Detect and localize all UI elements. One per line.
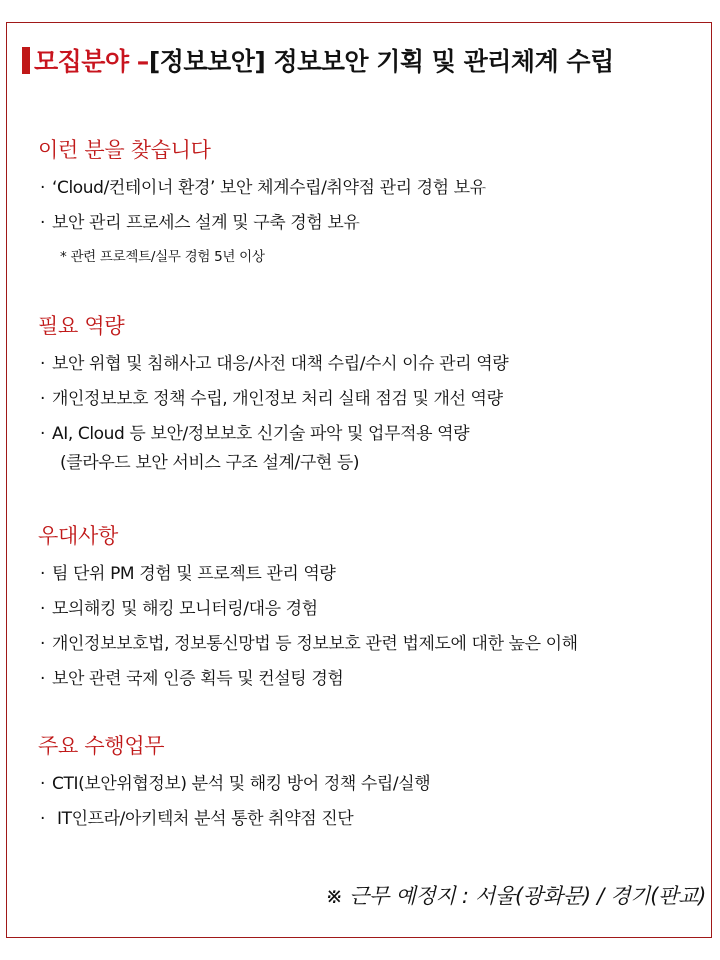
section-required-skills <box>38 310 508 473</box>
list-item <box>38 389 508 409</box>
list-note: * 관련 프로젝트/실무 경험 5년 이상 <box>60 249 265 265</box>
list-item-text: 개인정보보호법, 정보통신망법 등 정보보호 관련 법제도에 대한 높은 이해 <box>52 634 578 654</box>
list-item <box>38 809 430 829</box>
work-location-note: ※ 근무 예정지 : 서울(광화문) / 경기(판교) <box>325 884 706 908</box>
list-item-text: 팀 단위 PM 경험 및 프로젝트 관리 역량 <box>52 564 336 584</box>
list-item <box>38 213 486 233</box>
bullet-icon: · <box>40 564 46 584</box>
bullet-icon: · <box>40 178 46 198</box>
section-title: 이런 분을 찾습니다 <box>38 138 211 162</box>
bullet-icon: · <box>40 213 46 233</box>
list-item-text: CTI(보안위협정보) 분석 및 해킹 방어 정책 수립/실행 <box>52 774 431 794</box>
bullet-icon: · <box>40 669 46 689</box>
list-item-text: 보안 위협 및 침해사고 대응/사전 대책 수립/수시 이슈 관리 역량 <box>52 354 509 374</box>
list-item-text: 보안 관리 프로세스 설계 및 구축 경험 보유 <box>52 213 360 233</box>
bullet-icon: · <box>40 809 46 829</box>
section-title: 우대사항 <box>38 524 118 548</box>
list-item <box>38 178 486 198</box>
bullet-icon: · <box>40 424 46 444</box>
section-title: 필요 역량 <box>38 314 125 338</box>
title-accent-bar <box>22 47 30 74</box>
list-item-text: 보안 관련 국제 인증 획득 및 컨설팅 경험 <box>52 669 344 689</box>
section-preferred <box>38 520 578 704</box>
title-prefix: 모집분야 – <box>34 47 149 76</box>
title-main: [정보보안] 정보보안 기획 및 관리체계 수립 <box>148 47 614 76</box>
section-main-duties <box>38 730 430 844</box>
list-item-text: 개인정보보호 정책 수립, 개인정보 처리 실태 점검 및 개선 역량 <box>52 389 503 409</box>
list-item <box>38 424 508 444</box>
section-title: 주요 수행업무 <box>38 734 165 758</box>
list-item-text: AI, Cloud 등 보안/정보보호 신기술 파악 및 업무적용 역량 <box>52 424 470 444</box>
list-item <box>38 634 578 654</box>
bullet-icon: · <box>40 354 46 374</box>
list-item-text: IT인프라/아키텍처 분석 통한 취약점 진단 <box>52 809 354 829</box>
list-item-continuation: (클라우드 보안 서비스 구조 설계/구현 등) <box>60 453 360 473</box>
list-item <box>38 774 430 794</box>
list-item <box>38 354 508 374</box>
bullet-icon: · <box>40 389 46 409</box>
bullet-icon: · <box>40 599 46 619</box>
bullet-icon: · <box>40 774 46 794</box>
list-item <box>38 599 578 619</box>
list-item <box>38 564 578 584</box>
list-item <box>38 669 578 689</box>
bullet-icon: · <box>40 634 46 654</box>
list-item-text: ‘Cloud/컨테이너 환경’ 보안 체계수립/취약점 관리 경험 보유 <box>52 178 486 198</box>
section-qualifications <box>38 134 486 265</box>
list-item-text: 모의해킹 및 해킹 모니터링/대응 경험 <box>52 599 318 619</box>
page-title <box>22 42 614 78</box>
